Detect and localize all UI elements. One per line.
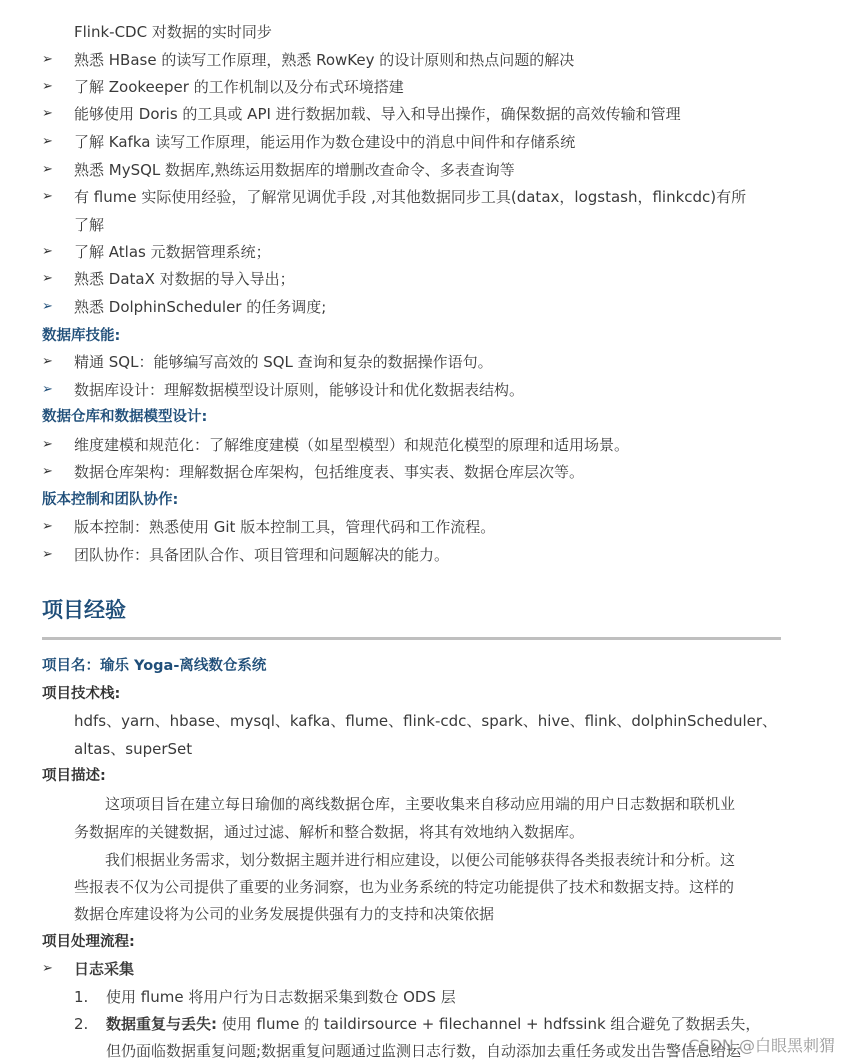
arrow-bullet-icon: ➢ <box>42 382 53 397</box>
tech-stack-line: altas、superSet <box>74 740 193 758</box>
arrow-bullet-icon: ➢ <box>42 437 53 452</box>
arrow-bullet-icon: ➢ <box>42 961 53 976</box>
skill-continuation: Flink-CDC 对数据的实时同步 <box>74 23 272 41</box>
step-text: 使用 flume 将用户行为日志数据采集到数仓 ODS 层 <box>106 988 456 1006</box>
tech-stack-label: 项目技术栈: <box>42 686 121 702</box>
description-label: 项目描述: <box>42 768 106 784</box>
step-bold-label: 数据重复与丢失: <box>106 1015 217 1033</box>
step-text-wrap: 但仍面临数据重复问题;数据重复问题通过监测日志行数，自动添加去重任务或发出告警信息给运 <box>106 1042 742 1060</box>
warehouse-skills-heading: 数据仓库和数据模型设计: <box>42 409 208 425</box>
arrow-bullet-icon: ➢ <box>42 464 53 479</box>
arrow-bullet-icon: ➢ <box>42 299 53 314</box>
version-control-heading: 版本控制和团队协作: <box>42 492 179 508</box>
skill-item-flume-wrap: 了解 <box>74 216 105 234</box>
arrow-bullet-icon: ➢ <box>42 271 53 286</box>
step-text: 使用 flume 的 taildirsource + filechannel + hdfssink 组合避免了数据丢失， <box>221 1015 761 1033</box>
process-label: 项目处理流程: <box>42 934 135 950</box>
description-line: 我们根据业务需求，划分数据主题并进行相应建设，以便公司能够获得各类报表统计和分析。这 <box>105 851 736 869</box>
arrow-bullet-icon: ➢ <box>42 134 53 149</box>
description-line: 数据仓库建设将为公司的业务发展提供强有力的支持和决策依据 <box>74 905 495 923</box>
arrow-bullet-icon: ➢ <box>42 189 53 204</box>
project-name: 项目名：瑜乐 Yoga-离线数仓系统 <box>42 658 267 674</box>
step-item <box>74 987 456 1007</box>
arrow-bullet-icon: ➢ <box>42 52 53 67</box>
description-line: 些报表不仅为公司提供了重要的业务洞察，也为业务系统的特定功能提供了技术和数据支持。这样的 <box>74 878 735 896</box>
step-number: 1. <box>74 988 89 1006</box>
arrow-bullet-icon: ➢ <box>42 162 53 177</box>
arrow-bullet-icon: ➢ <box>42 244 53 259</box>
arrow-bullet-icon: ➢ <box>42 79 53 94</box>
step-number: 2. <box>74 1015 89 1033</box>
arrow-bullet-icon: ➢ <box>42 106 53 121</box>
database-skills-heading: 数据库技能: <box>42 328 121 344</box>
arrow-bullet-icon: ➢ <box>42 354 53 369</box>
description-line: 务数据库的关键数据，通过过滤、解析和整合数据，将其有效地纳入数据库。 <box>74 823 585 841</box>
description-line: 这项项目旨在建立每日瑜伽的离线数据仓库，主要收集来自移动应用端的用户日志数据和联机业 <box>105 795 736 813</box>
watermark: CSDN @白眼黑刺猬 <box>688 1036 835 1055</box>
section-divider <box>42 637 781 640</box>
step-item <box>74 1014 761 1034</box>
arrow-bullet-icon: ➢ <box>42 519 53 534</box>
arrow-bullet-icon: ➢ <box>42 547 53 562</box>
tech-stack-line: hdfs、yarn、hbase、mysql、kafka、flume、flink-cdc、spark、hive、flink、dolphinScheduler、 <box>74 712 778 730</box>
section-title-project-experience: 项目经验 <box>42 598 126 622</box>
